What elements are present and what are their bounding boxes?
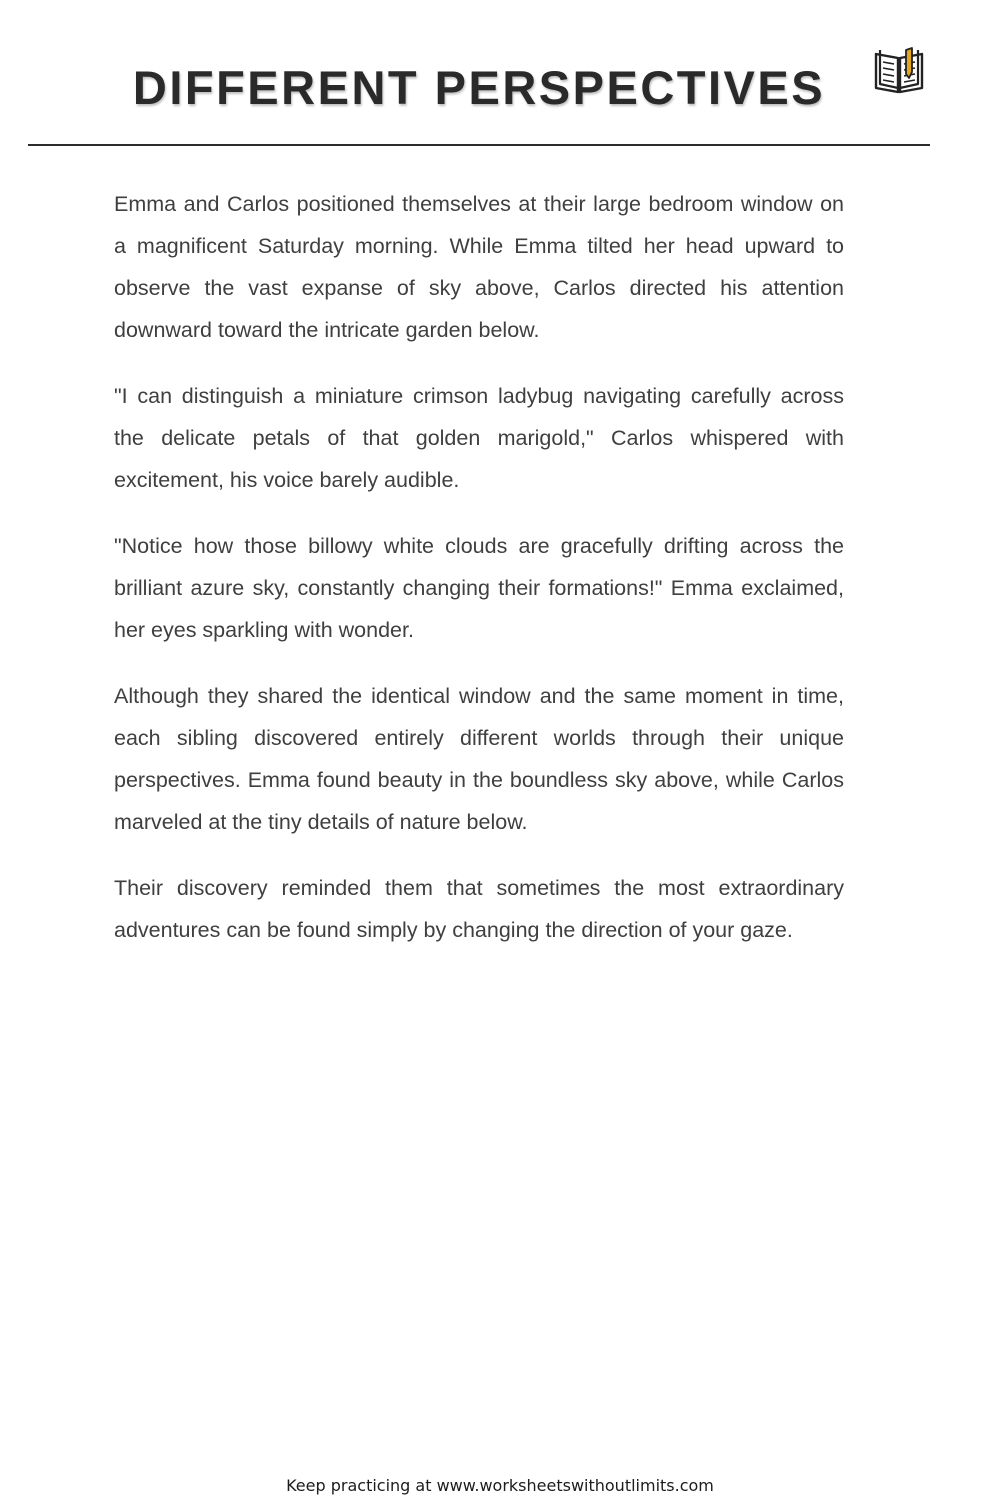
story-paragraph-3: "Notice how those billowy white clouds are gracefully drifting across the brilliant azure sky, constantly changing their formations!" Emma exclaimed, her eyes sparkling with wonder. (114, 534, 844, 642)
open-book-pencil-icon (872, 42, 926, 96)
story-paragraph-4: Although they shared the identical window and the same moment in time, each sibling discovered entirely different worlds through their unique perspectives. Emma found beauty in the boundless sky above, while Carlos marveled at the tiny details of nature below. (114, 684, 844, 834)
header-divider (28, 144, 930, 146)
story-paragraph-2: "I can distinguish a miniature crimson ladybug navigating carefully across the delicate petals of that golden marigold," Carlos whispered with excitement, his voice barely audible. (114, 384, 844, 492)
story-paragraph-1: Emma and Carlos positioned themselves at their large bedroom window on a magnificent Saturday morning. While Emma tilted her head upward to observe the vast expanse of sky above, Carlos directed his attention downward toward the intricate garden below. (114, 192, 844, 342)
footer-note: Keep practicing at www.worksheetswithoutlimits.com (286, 1476, 714, 1495)
story-paragraph-5: Their discovery reminded them that sometimes the most extraordinary adventures can be found simply by changing the direction of your gaze. (114, 876, 844, 942)
story-body (114, 183, 844, 975)
page-title: DIFFERENT PERSPECTIVES (132, 61, 826, 114)
worksheet-header (0, 0, 1000, 148)
